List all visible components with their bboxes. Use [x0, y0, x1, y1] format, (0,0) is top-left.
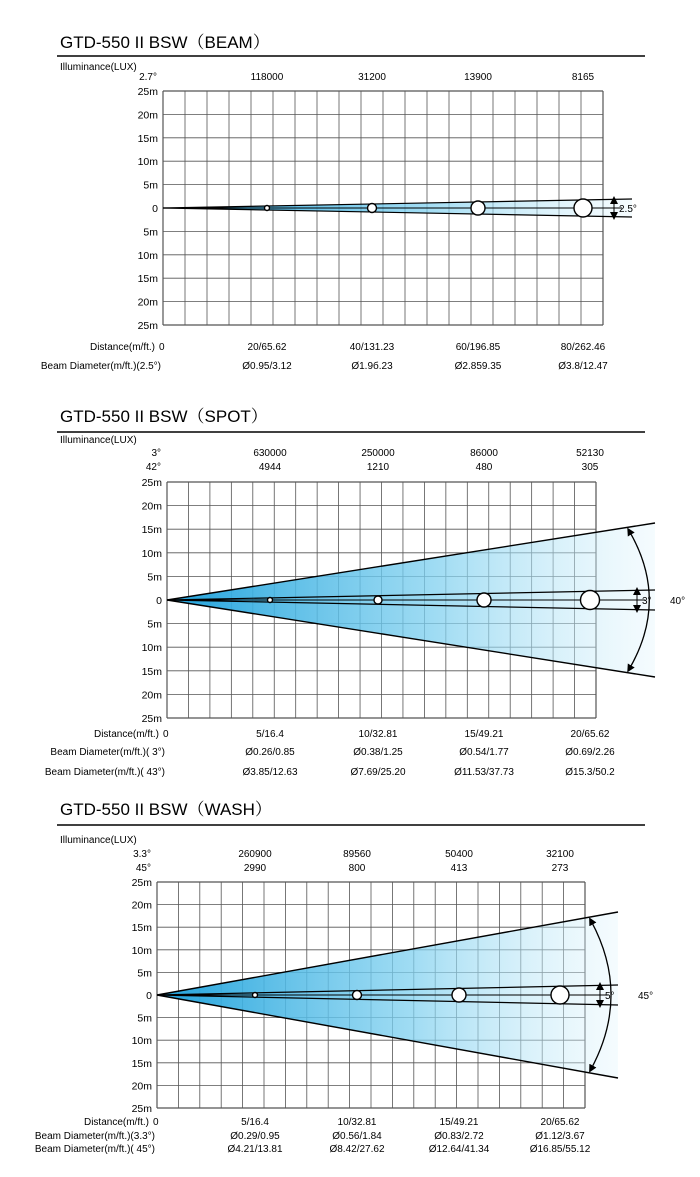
- distance-value: 0: [159, 342, 165, 353]
- illuminance-angle: 3.3°: [133, 849, 151, 860]
- distance-label: Distance(m/ft.): [83, 1117, 149, 1128]
- illuminance-value: 250000: [361, 448, 395, 459]
- illuminance-value: 480: [475, 462, 493, 473]
- distance-value: 20/65.62: [247, 342, 287, 353]
- illuminance-value: 89560: [343, 849, 371, 860]
- distance-value: 60/196.85: [455, 342, 501, 353]
- distance-value: 0: [153, 1117, 159, 1128]
- y-tick-label: 5m: [143, 179, 158, 192]
- y-tick-label: 25m: [137, 86, 158, 98]
- illuminance-value: 800: [348, 863, 366, 874]
- y-tick-label: 5m: [143, 226, 158, 239]
- beam-diameter-value: Ø4.21/13.81: [227, 1144, 283, 1155]
- distance-value: 5/16.4: [256, 729, 284, 740]
- illuminance-angle: 45°: [135, 863, 151, 874]
- beam-diameter-label: Beam Diameter(m/ft.)( 43°): [44, 767, 165, 778]
- illuminance-angle: 42°: [145, 462, 161, 473]
- beam-diameter-value: Ø0.69/2.26: [565, 747, 615, 758]
- distance-value: 10/32.81: [358, 729, 398, 740]
- y-tick-label: 5m: [147, 618, 162, 631]
- y-tick-label: 0: [152, 203, 158, 215]
- illuminance-value: 273: [551, 863, 569, 874]
- y-tick-label: 25m: [141, 713, 162, 725]
- beam-diameter-value: Ø0.54/1.77: [459, 747, 509, 758]
- y-tick-label: 20m: [137, 109, 158, 122]
- y-tick-label: 5m: [147, 571, 162, 584]
- illuminance-value: 86000: [470, 448, 498, 459]
- y-tick-label: 25m: [131, 1103, 152, 1115]
- y-tick-label: 5m: [137, 967, 152, 980]
- illuminance-angle: 2.7°: [139, 72, 157, 83]
- y-tick-label: 0: [146, 990, 152, 1002]
- y-tick-label: 15m: [131, 1057, 152, 1070]
- y-tick-label: 10m: [137, 249, 158, 262]
- y-tick-label: 10m: [131, 944, 152, 957]
- chart-title: GTD-550 II BSW（BEAM）: [60, 33, 270, 52]
- illuminance-value: 50400: [445, 849, 473, 860]
- distance-value: 10/32.81: [337, 1117, 377, 1128]
- beam-diameter-value: Ø15.3/50.2: [565, 767, 615, 778]
- beam-diameter-label: Beam Diameter(m/ft.)( 3°): [50, 747, 165, 758]
- illuminance-value: 4944: [258, 462, 282, 473]
- outer-angle-label: 45°: [638, 991, 654, 1002]
- y-tick-label: 20m: [131, 1080, 152, 1093]
- distance-value: 20/65.62: [540, 1117, 580, 1128]
- y-tick-label: 10m: [137, 156, 158, 169]
- beam-spot: [471, 201, 485, 215]
- distance-value: 15/49.21: [464, 729, 504, 740]
- distance-value: 20/65.62: [570, 729, 610, 740]
- beam-diameter-label: Beam Diameter(m/ft.)(2.5°): [40, 361, 161, 372]
- beam-diameter-value: Ø7.69/25.20: [350, 767, 406, 778]
- beam-spot: [374, 596, 382, 604]
- beam-diameter-label: Beam Diameter(m/ft.)(3.3°): [34, 1131, 155, 1142]
- chart-title: GTD-550 II BSW（SPOT）: [60, 407, 268, 426]
- y-tick-label: 20m: [131, 899, 152, 912]
- beam-spot: [353, 991, 362, 1000]
- inner-angle-label: 3°: [642, 596, 652, 607]
- beam-diameter-value: Ø0.83/2.72: [434, 1131, 484, 1142]
- chart-3: [35, 800, 653, 1155]
- illuminance-value: 2990: [243, 863, 267, 874]
- y-tick-label: 15m: [137, 273, 158, 286]
- distance-value: 80/262.46: [560, 342, 606, 353]
- beam-diameter-value: Ø0.26/0.85: [245, 747, 295, 758]
- y-tick-label: 25m: [137, 320, 158, 332]
- beam-diameter-label: Beam Diameter(m/ft.)( 45°): [34, 1144, 155, 1155]
- beam-diameter-value: Ø1.12/3.67: [535, 1131, 585, 1142]
- illuminance-value: 305: [581, 462, 599, 473]
- chart-1: [41, 33, 645, 372]
- illuminance-value: 52130: [576, 448, 604, 459]
- distance-label: Distance(m/ft.): [89, 342, 155, 353]
- illuminance-value: 260900: [238, 849, 272, 860]
- distance-value: 40/131.23: [349, 342, 395, 353]
- illuminance-value: 8165: [571, 72, 595, 83]
- illuminance-label: Illuminance(LUX): [60, 835, 137, 846]
- beam-spot: [452, 988, 466, 1002]
- beam-spot: [268, 598, 273, 603]
- outer-angle-label: 40°: [670, 596, 686, 607]
- beam-diameter-value: Ø11.53/37.73: [454, 767, 514, 778]
- chart-2: [45, 407, 685, 778]
- beam-diameter-value: Ø0.38/1.25: [353, 747, 403, 758]
- illuminance-value: 32100: [546, 849, 574, 860]
- illuminance-value: 630000: [253, 448, 287, 459]
- beam-spot: [253, 993, 258, 998]
- beam-spot: [265, 206, 270, 211]
- y-tick-label: 15m: [131, 922, 152, 935]
- y-tick-label: 20m: [141, 500, 162, 513]
- distance-value: 0: [163, 729, 169, 740]
- y-tick-label: 5m: [137, 1012, 152, 1025]
- distance-value: 5/16.4: [241, 1117, 269, 1128]
- y-tick-label: 10m: [141, 547, 162, 560]
- y-tick-label: 20m: [141, 689, 162, 702]
- y-tick-label: 25m: [131, 877, 152, 889]
- illuminance-value: 413: [450, 863, 468, 874]
- y-tick-label: 25m: [141, 477, 162, 489]
- illuminance-value: 1210: [366, 462, 390, 473]
- illuminance-value: 118000: [250, 72, 284, 83]
- beam-diameter-value: Ø12.64/41.34: [428, 1144, 490, 1155]
- y-tick-label: 0: [156, 595, 162, 607]
- beam-diameter-value: Ø8.42/27.62: [329, 1144, 385, 1155]
- inner-angle-label: 5°: [605, 991, 615, 1002]
- y-tick-label: 15m: [141, 524, 162, 537]
- y-tick-label: 15m: [137, 132, 158, 145]
- beam-diameter-value: Ø0.56/1.84: [332, 1131, 382, 1142]
- beam-spot: [368, 204, 377, 213]
- beam-spot: [581, 591, 600, 610]
- y-tick-label: 20m: [137, 296, 158, 309]
- distance-label: Distance(m/ft.): [93, 729, 159, 740]
- chart-title: GTD-550 II BSW（WASH）: [60, 800, 272, 819]
- beam-spot: [551, 986, 569, 1004]
- beam-diameter-value: Ø1.9б.23: [351, 361, 393, 372]
- inner-angle-label: 2.5°: [619, 204, 637, 215]
- beam-diameter-value: Ø3.8/12.47: [558, 361, 608, 372]
- illuminance-angle: 3°: [151, 448, 161, 459]
- illuminance-value: 13900: [464, 72, 492, 83]
- beam-diameter-value: Ø3.85/12.63: [242, 767, 298, 778]
- illuminance-label: Illuminance(LUX): [60, 62, 137, 73]
- illuminance-value: 31200: [358, 72, 386, 83]
- beam-spot: [574, 199, 592, 217]
- beam-spot: [477, 593, 491, 607]
- distance-value: 15/49.21: [439, 1117, 479, 1128]
- beam-diameter-value: Ø0.95/3.12: [242, 361, 292, 372]
- beam-diameter-value: Ø2.859.35: [454, 361, 502, 372]
- illuminance-label: Illuminance(LUX): [60, 435, 137, 446]
- beam-diameter-value: Ø16.85/55.12: [529, 1144, 591, 1155]
- y-tick-label: 10m: [141, 642, 162, 655]
- y-tick-label: 15m: [141, 665, 162, 678]
- y-tick-label: 10m: [131, 1035, 152, 1048]
- beam-diameter-value: Ø0.29/0.95: [230, 1131, 280, 1142]
